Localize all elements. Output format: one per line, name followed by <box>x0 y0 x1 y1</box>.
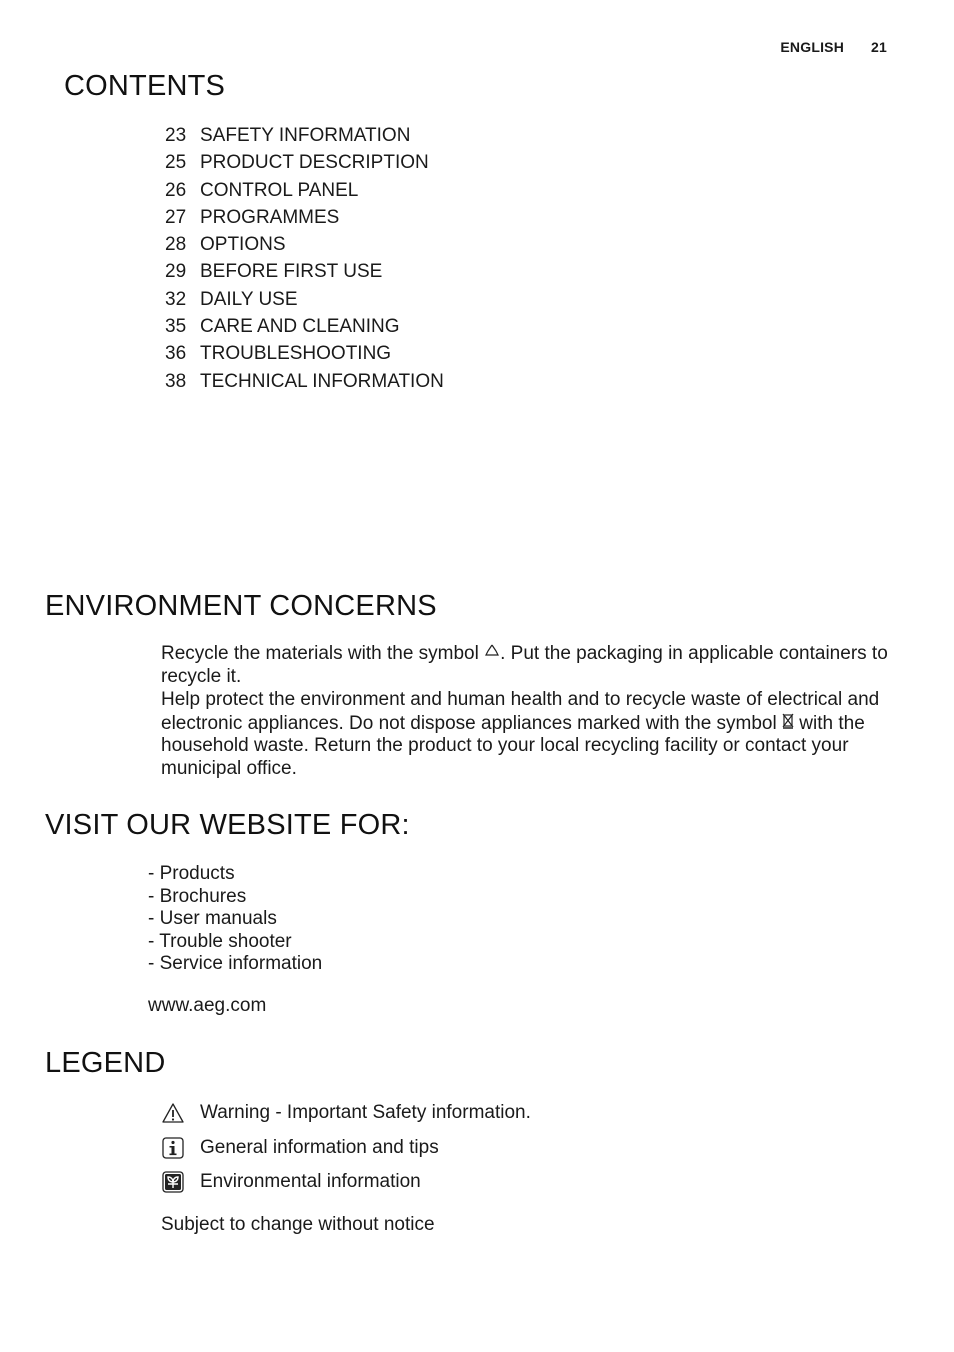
toc-page: 32 <box>165 288 187 310</box>
toc-page: 38 <box>165 370 187 392</box>
contents-list <box>165 122 444 395</box>
toc-page: 23 <box>165 125 187 146</box>
toc-label: TROUBLESHOOTING <box>200 343 392 365</box>
toc-item[interactable] <box>165 177 444 204</box>
toc-label: PROGRAMMES <box>200 206 340 228</box>
toc-label: BEFORE FIRST USE <box>200 261 383 283</box>
toc-label: SAFETY INFORMATION <box>200 125 411 146</box>
toc-item[interactable] <box>165 204 444 231</box>
toc-label: TECHNICAL INFORMATION <box>200 370 444 392</box>
legend-heading: LEGEND <box>45 1047 166 1079</box>
recycle-text-end: . Put the packaging in applicable containers to recycle it. <box>161 643 888 687</box>
list-item: - Trouble shooter <box>148 930 292 952</box>
crossed-bin-icon <box>782 712 794 736</box>
weee-paragraph <box>161 689 906 781</box>
toc-label: PRODUCT DESCRIPTION <box>200 152 429 174</box>
toc-label: OPTIONS <box>200 234 286 256</box>
toc-page: 25 <box>165 152 187 174</box>
toc-item[interactable] <box>165 231 444 258</box>
legend-item-info <box>161 1136 439 1160</box>
legend-label: Warning - Important Safety information. <box>200 1102 531 1123</box>
website-heading: VISIT OUR WEBSITE FOR: <box>45 809 410 841</box>
list-item: - User manuals <box>148 908 277 929</box>
language-label: ENGLISH <box>780 39 845 55</box>
toc-page: 26 <box>165 179 187 201</box>
toc-page: 36 <box>165 343 187 365</box>
weee-text-end: with the household waste. Return the product to your local recycling facility or contact your municipal office. <box>161 712 865 780</box>
toc-page: 35 <box>165 316 187 338</box>
environment-icon <box>161 1170 185 1194</box>
toc-item[interactable] <box>165 313 444 340</box>
page-number: 21 <box>871 39 887 55</box>
toc-label: CARE AND CLEANING <box>200 316 400 338</box>
legend-label: General information and tips <box>200 1137 439 1158</box>
list-item: - Products <box>148 863 235 884</box>
recycle-text-start: Recycle the materials with the symbol <box>161 643 479 664</box>
weee-text-start: Help protect the environment and human health and to recycle waste of electrical and electronic appliances. Do not dispose appliances marked with the symbol <box>161 689 880 734</box>
legend-item-warning <box>161 1101 531 1125</box>
website-link[interactable]: www.aeg.com <box>148 995 267 1016</box>
toc-page: 28 <box>165 234 187 256</box>
toc-item[interactable] <box>165 122 444 149</box>
change-notice: Subject to change without notice <box>161 1214 435 1235</box>
legend-label: Environmental information <box>200 1171 421 1192</box>
list-item: - Brochures <box>148 885 247 907</box>
page-header <box>780 39 887 55</box>
toc-label: CONTROL PANEL <box>200 179 359 201</box>
toc-item[interactable] <box>165 149 444 176</box>
list-item: - Service information <box>148 953 323 974</box>
toc-label: DAILY USE <box>200 288 298 310</box>
legend-item-environment <box>161 1170 421 1194</box>
info-icon <box>161 1136 185 1160</box>
toc-item[interactable] <box>165 258 444 285</box>
recycle-icon <box>484 643 500 666</box>
toc-item[interactable] <box>165 368 444 395</box>
toc-page: 27 <box>165 206 187 228</box>
contents-heading: CONTENTS <box>64 70 226 102</box>
environment-heading: ENVIRONMENT CONCERNS <box>45 590 437 622</box>
toc-item[interactable] <box>165 286 444 313</box>
website-list <box>148 863 322 976</box>
warning-icon <box>161 1101 185 1125</box>
toc-item[interactable] <box>165 340 444 367</box>
toc-page: 29 <box>165 261 187 283</box>
recycle-paragraph <box>161 643 906 688</box>
